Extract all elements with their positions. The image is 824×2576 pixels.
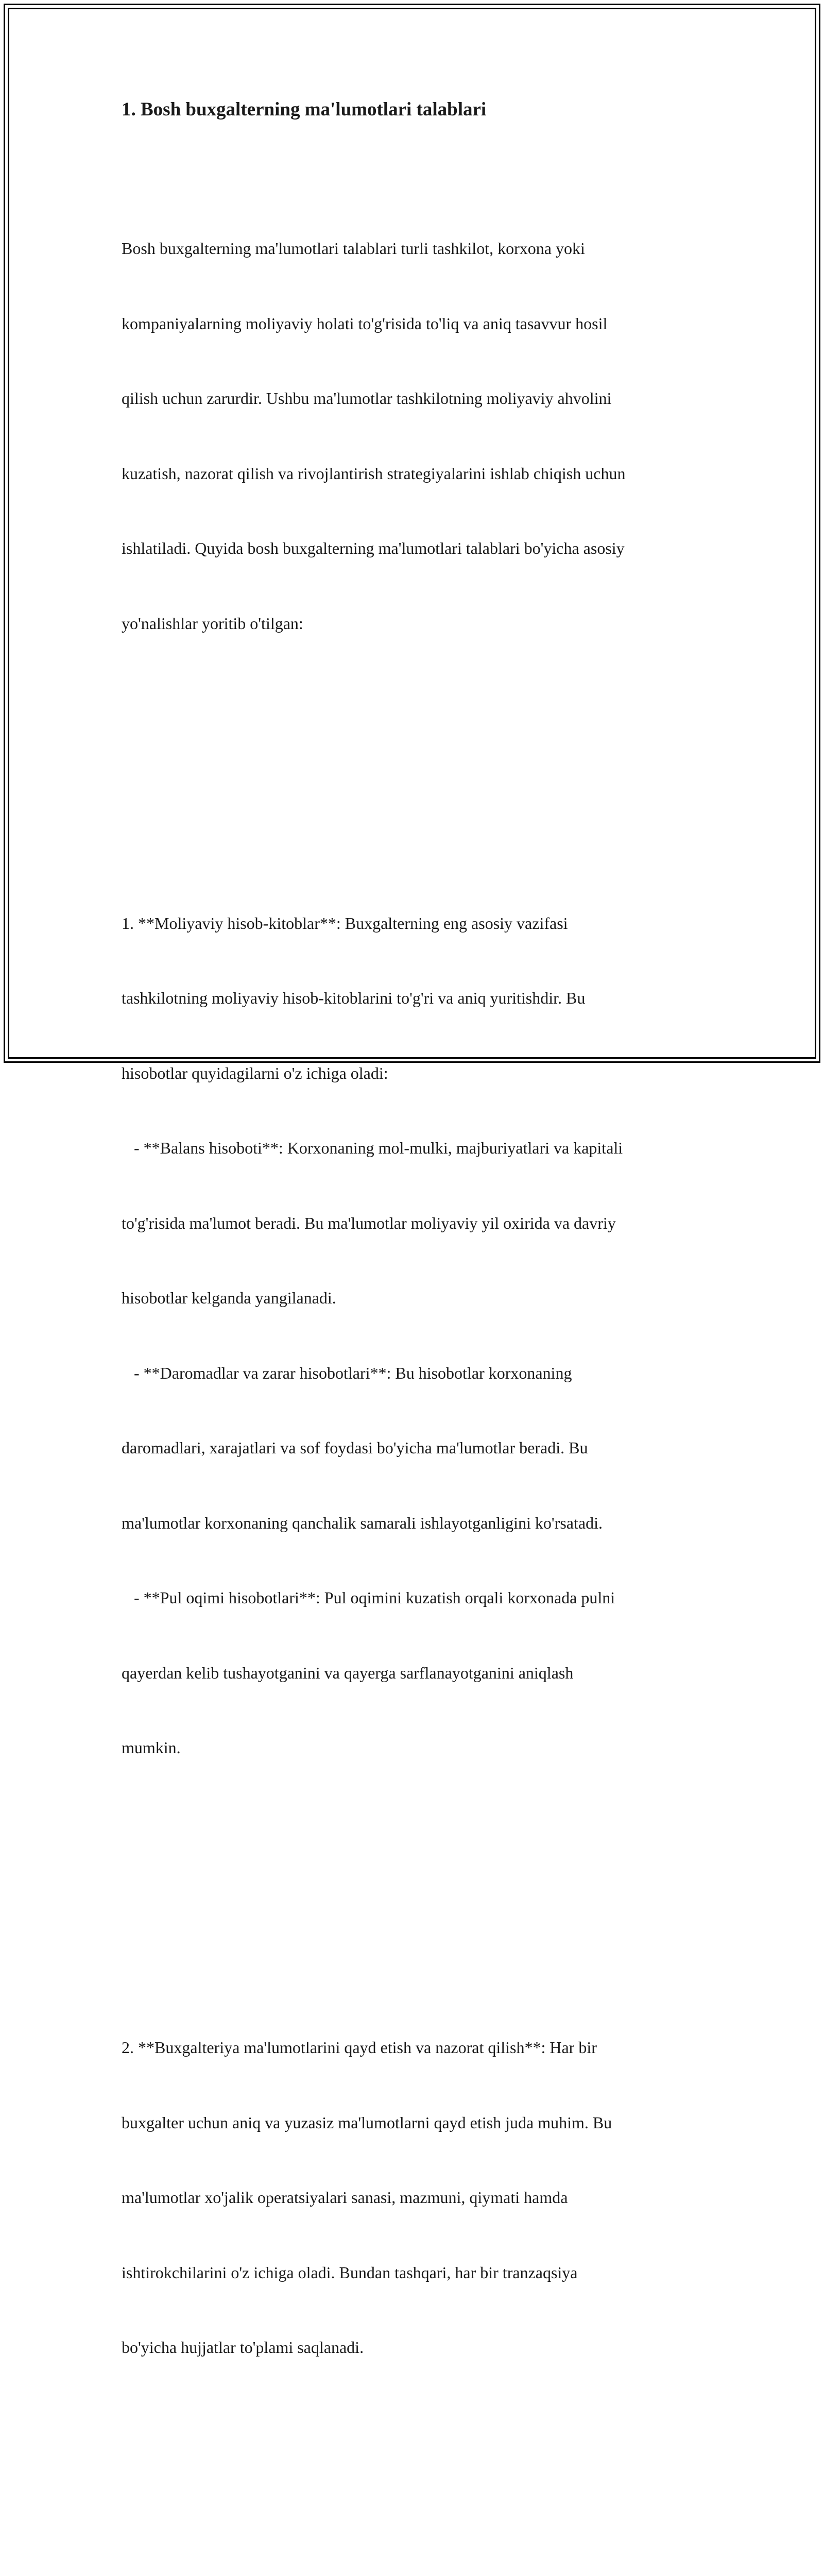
text-line: bo'yicha hujjatlar to'plami saqlanadi.: [122, 2338, 364, 2357]
text-line: yo'nalishlar yoritib o'tilgan:: [122, 614, 303, 633]
text-line: daromadlari, xarajatlari va sof foydasi bo'yicha ma'lumotlar beradi. Bu: [122, 1438, 588, 1457]
text-line: tashkilotning moliyaviy hisob-kitoblarini to'g'ri va aniq yuritishdir. Bu: [122, 989, 586, 1007]
document-body: [122, 136, 719, 2576]
text-line: qayerdan kelib tushayotganini va qayerga sarflanayotganini aniqlash: [122, 1663, 574, 1682]
document-title: 1. Bosh buxgalterning ma'lumotlari talablari: [122, 99, 487, 120]
paragraph-gap: [122, 2485, 719, 2510]
text-line: Bosh buxgalterning ma'lumotlari talablari turli tashkilot, korxona yoki: [122, 239, 585, 258]
text-line: mumkin.: [122, 1738, 181, 1757]
text-line: - **Daromadlar va zarar hisobotlari**: Bu hisobotlar korxonaning: [122, 1363, 572, 1382]
text-line: ishtirokchilarini o'z ichiga oladi. Bundan tashqari, har bir tranzaqsiya: [122, 2263, 578, 2282]
paragraph-gap: [122, 1885, 719, 1910]
text-line: - **Balans hisoboti**: Korxonaning mol-mulki, majburiyatlari va kapitali: [122, 1139, 623, 1157]
text-line: buxgalter uchun aniq va yuzasiz ma'lumotlarni qayd etish juda muhim. Bu: [122, 2113, 612, 2132]
text-line: qilish uchun zarurdir. Ushbu ma'lumotlar tashkilotning moliyaviy ahvolini: [122, 389, 612, 408]
text-line: ishlatiladi. Quyida bosh buxgalterning ma'lumotlari talablari bo'yicha asosiy: [122, 539, 625, 557]
paragraph-intro: [122, 186, 719, 686]
paragraph-section-1: [122, 861, 719, 1810]
text-line: hisobotlar kelganda yangilanadi.: [122, 1289, 336, 1307]
document-content: [122, 97, 719, 2576]
text-line: 2. **Buxgalteriya ma'lumotlarini qayd etish va nazorat qilish**: Har bir: [122, 2038, 597, 2057]
paragraph-section-2: [122, 1985, 719, 2410]
text-line: to'g'risida ma'lumot beradi. Bu ma'lumotlar moliyaviy yil oxirida va davriy: [122, 1213, 616, 1232]
text-line: ma'lumotlar xo'jalik operatsiyalari sanasi, mazmuni, qiymati hamda: [122, 2188, 568, 2207]
text-line: 1. **Moliyaviy hisob-kitoblar**: Buxgalterning eng asosiy vazifasi: [122, 913, 568, 933]
text-line: kompaniyalarning moliyaviy holati to'g'risida to'liq va aniq tasavvur hosil: [122, 314, 608, 333]
text-line: - **Pul oqimi hisobotlari**: Pul oqimini kuzatish orqali korxonada pulni: [122, 1588, 615, 1607]
text-line: hisobotlar quyidagilarni o'z ichiga oladi:: [122, 1063, 388, 1082]
text-line: ma'lumotlar korxonaning qanchalik samarali ishlayotganligini ko'rsatadi.: [122, 1513, 603, 1532]
paragraph-gap: [122, 761, 719, 786]
text-line: kuzatish, nazorat qilish va rivojlantirish strategiyalarini ishlab chiqish uchun: [122, 464, 626, 483]
